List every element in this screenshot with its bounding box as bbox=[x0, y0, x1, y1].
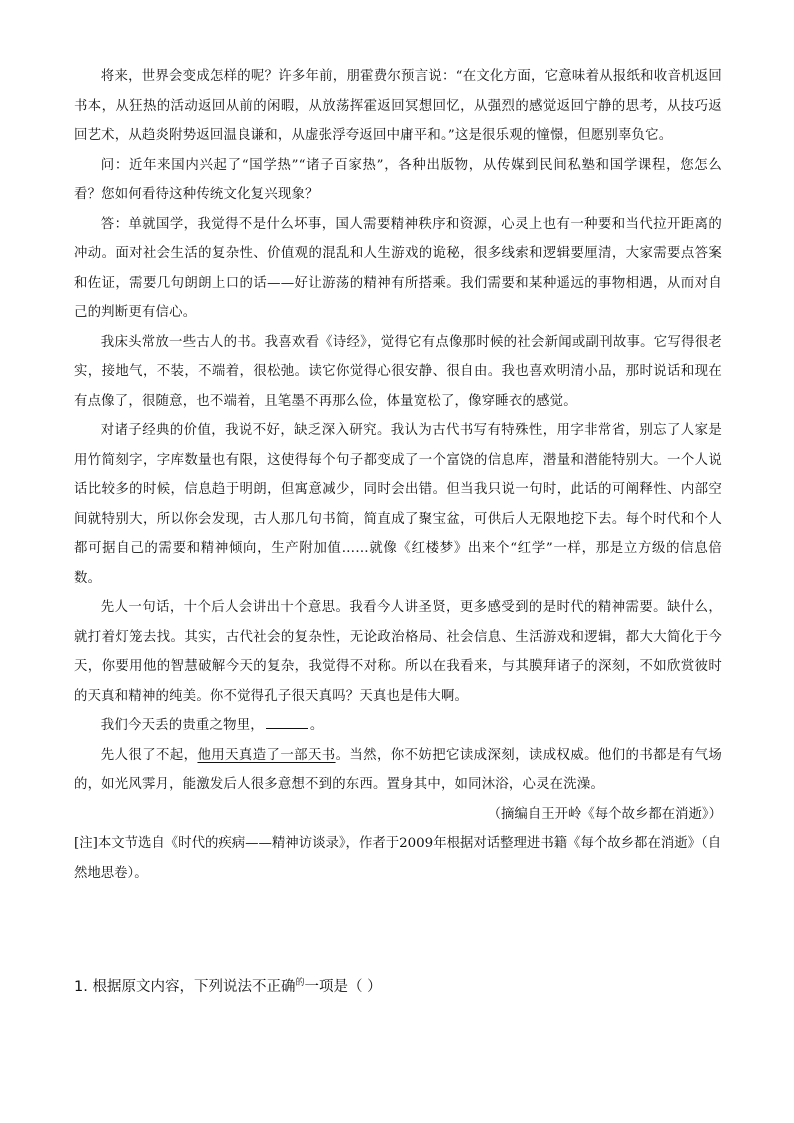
paragraph-bedside-books: 我床头常放一些古人的书。我喜欢看《诗经》，觉得它有点像那时候的社会新闻或副刊故事。它写得很老实，接地气，不装，不端着，很松弛。读它你觉得心很安静、很自由。我也喜欢明清小品，那时说话和现在有点像了，很随意，也不端着，且笔墨不再那么俭，体量宽松了，像穿睡衣的感觉。 bbox=[74, 334, 722, 409]
paragraph-question: 问：近年来国内兴起了“国学热”“诸子百家热”，各种出版物，从传媒到民间私塾和国学课程，您怎么看？您如何看待这种传统文化复兴现象？ bbox=[74, 157, 722, 202]
question-1 bbox=[74, 976, 382, 1000]
paragraph-classics-value: 对诸子经典的价值，我说不好，缺乏深入研究。我认为古代书写有特殊性，用字非常省，别忘了人家是用竹简刻字，字库数量也有限，这使得每个句子都变成了一个富饶的信息库，潜量和潜能特别大。一个人说话比较多的时候，信息趋于明朗，但寓意减少，同时会出错。但当我只说一句时，此话的可阐释性、内部空间就特别大，所以你会发现，古人那几句书简，简直成了聚宝盆，可供后人无限地挖下去。每个时代和个人都可据自己的需要和精神倾向，生产附加值……就像《红楼梦》出来个“红学”一样，那是立方级的信息倍数。 bbox=[74, 423, 722, 586]
question-small-char: 的 bbox=[295, 978, 305, 988]
question-text-before: 1. 根据原文内容，下列说法不正确 bbox=[74, 979, 296, 995]
blank-text-after: 。 bbox=[309, 718, 324, 733]
footnote: [注]本文节选自《时代的疾病——精神访谈录》，作者于2009年根据对话整理进书籍《每个故乡都在消逝》（自然地思卷）。 bbox=[74, 836, 722, 881]
tianshu-text-before: 先人很了不起， bbox=[100, 747, 198, 763]
tianshu-text-after: 。当然，你不妨把它读成深刻，读成权威。他们的书都是有气场的，如光风霁月，能激发后人很多意想不到的东西。置身其中，如同沐浴，心灵在洗澡。 bbox=[74, 747, 722, 792]
paragraph-1: 将来，世界会变成怎样的呢？许多年前，朋霍费尔预言说：“在文化方面，它意味着从报纸和收音机返回书本，从狂热的活动返回从前的闲暇，从放荡挥霍返回冥想回忆，从强烈的感觉返回宁静的思考，从技巧返回艺术，从趋炎附势返回温良谦和，从虚张浮夸返回中庸平和。”这是很乐观的憧憬，但愿别辜负它。 bbox=[74, 69, 722, 143]
underlined-sentence: 他用天真造了一部天书 bbox=[197, 747, 336, 763]
blank-text-before: 我们今天丢的贵重之物里， bbox=[100, 718, 264, 733]
paragraph-answer: 答：单就国学，我觉得不是什么坏事，国人需要精神秩序和资源，心灵上也有一种要和当代拉开距离的冲动。面对社会生活的复杂性、价值观的混乱和人生游戏的诡秘，很多线索和逻辑要厘清，大家需要点答案和佐证，需要几句朗朗上口的话——好让游荡的精神有所搭乘。我们需要和某种遥远的事物相遇，从而对自己的判断更有信心。 bbox=[74, 216, 722, 320]
question-text-after: 一项是（ ） bbox=[304, 979, 382, 995]
paragraph-tianshu bbox=[74, 741, 722, 800]
source-citation: （摘编自王开岭《每个故乡都在消逝》） bbox=[487, 806, 722, 822]
answer-blank bbox=[266, 714, 308, 729]
paragraph-ancestors-words: 先人一句话，十个后人会讲出十个意思。我看今人讲圣贤，更多感受到的是时代的精神需要。缺什么，就打着灯笼去找。其实，古代社会的复杂性，无论政治格局、社会信息、生活游戏和逻辑，都大大简化于今天，你要用他的智慧破解今天的复杂，我觉得不对称。所以在我看来，与其膜拜诸子的深刻，不如欣赏彼时的天真和精神的纯美。你不觉得孔子很天真吗？天真也是伟大啊。 bbox=[74, 600, 722, 704]
article-body bbox=[74, 62, 722, 888]
paragraph-fill-blank bbox=[74, 711, 722, 741]
